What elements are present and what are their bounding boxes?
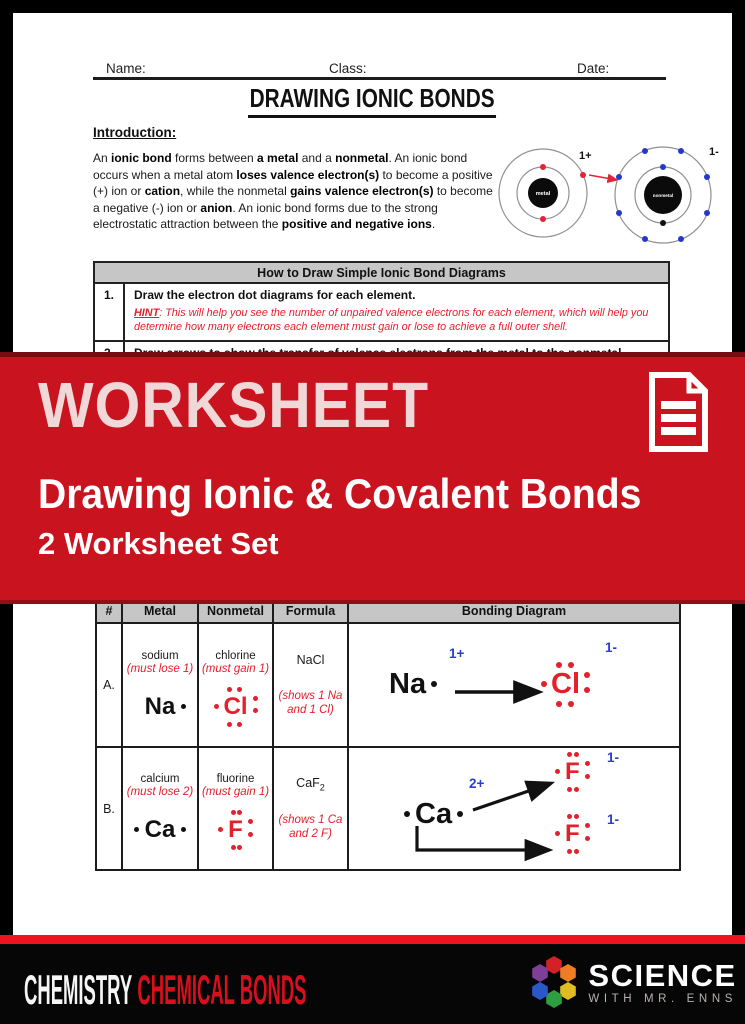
footer-category — [24, 966, 306, 1014]
col-header-metal: Metal — [122, 599, 198, 623]
lewis-structure-calcium: Ca — [415, 800, 452, 829]
electron-dot — [678, 236, 684, 242]
ion-charge-label: 1- — [607, 750, 620, 765]
nonmetal-cell — [199, 642, 272, 729]
element-note: (must gain 1) — [201, 786, 270, 798]
element-name: sodium — [141, 649, 179, 662]
banner-title: Drawing Ionic & Covalent Bonds — [38, 470, 642, 517]
electron-transfer-arrow — [589, 175, 617, 180]
worksheet-title-text: DRAWING IONIC BONDS — [248, 83, 496, 118]
hexagon-flower-logo-icon — [527, 954, 581, 1010]
electron-dot — [704, 210, 710, 216]
metal-cell — [123, 765, 197, 852]
hexagon-yellow — [561, 982, 577, 1000]
row-id: A. — [96, 623, 122, 747]
element-name: chlorine — [215, 649, 256, 662]
brand-text — [588, 957, 737, 1005]
row-id: B. — [96, 747, 122, 870]
banner-kicker: WORKSHEET — [38, 369, 429, 441]
introduction-paragraph: An ionic bond forms between a metal and a nonmetal. An ionic bond occurs when a metal atom loses valence electron(s) to become a positive (+) ion or cation, while the nonmetal gains valence electron(s) to become a negative (-) ion or anion. An ionic bond forms due to the strong electrostatic attraction between the positive and negative ions. — [93, 151, 493, 232]
lewis-structure-chloride: Cl — [551, 670, 580, 699]
electron-dot — [616, 174, 622, 180]
howto-table-title: How to Draw Simple Ionic Bond Diagrams — [95, 263, 668, 284]
electron-dot — [642, 236, 648, 242]
ionic-bond-atoms-diagram — [493, 129, 728, 259]
ion-charge-label: 2+ — [469, 776, 485, 791]
lewis-structure-calcium: Ca — [145, 818, 176, 842]
ion-charge-label: 1- — [607, 812, 620, 827]
electron-dot — [540, 164, 546, 170]
electron-dot — [616, 210, 622, 216]
formula-note: (shows 1 Na and 1 Cl) — [278, 690, 343, 717]
electron-dot — [642, 148, 648, 154]
footer-subject: CHEMISTRY — [24, 966, 133, 1013]
electron-dot — [580, 172, 586, 178]
hexagon-orange — [561, 964, 577, 982]
element-note: (must gain 1) — [201, 662, 270, 675]
metal-cell — [123, 642, 197, 729]
step-text: Draw the electron dot diagrams for each element. — [134, 288, 416, 302]
howto-step-1 — [95, 284, 668, 342]
hexagon-blue — [533, 982, 549, 1000]
class-field-label: Class: — [329, 61, 367, 76]
nonmetal-charge-label: 1- — [709, 146, 719, 158]
element-name: calcium — [140, 773, 180, 785]
electron-dot — [660, 164, 666, 170]
chemical-formula: NaCl — [296, 652, 325, 667]
introduction-heading: Introduction: — [93, 125, 177, 140]
gained-electron-dot — [660, 220, 666, 226]
col-header-nonmetal: Nonmetal — [198, 599, 273, 623]
hint-text: : This will help you see the number of unpaired valence electrons for each element, which will help you determine how many electrons each element must gain or lose to achieve a full outer shell. — [134, 307, 649, 333]
table-row-b — [96, 747, 680, 870]
metal-core-label: metal — [535, 191, 551, 197]
practice-table — [95, 598, 681, 871]
hexagon-red — [547, 956, 563, 974]
lewis-structure-sodium: Na — [145, 695, 176, 719]
chemical-formula: CaF$_2$ — [296, 776, 325, 793]
element-note: (must lose 2) — [126, 786, 194, 798]
nonmetal-core-label: nonmetal — [652, 193, 674, 198]
ion-charge-label: 1- — [605, 640, 618, 655]
name-class-date-row — [93, 55, 666, 80]
electron-dot — [704, 174, 710, 180]
formula-cell — [274, 653, 347, 718]
electron-dot — [540, 216, 546, 222]
bonding-diagram-caf2 — [349, 748, 679, 868]
lewis-structure-chlorine: Cl — [224, 695, 248, 719]
bonding-diagram-nacl — [349, 624, 679, 744]
element-note: (must lose 1) — [126, 662, 194, 675]
table-row-a — [96, 623, 680, 747]
brand-name: SCIENCE — [588, 957, 737, 993]
col-header-num: # — [96, 599, 122, 623]
metal-charge-label: 1+ — [579, 150, 592, 162]
product-banner — [0, 352, 745, 604]
hexagon-purple — [533, 964, 549, 982]
element-name: fluorine — [216, 773, 255, 785]
footer-topic: CHEMICAL BONDS — [137, 966, 307, 1013]
ion-charge-label: 1+ — [449, 646, 465, 661]
hint-label: HINT — [134, 307, 160, 319]
footer-bar — [0, 944, 745, 1024]
formula-cell — [274, 776, 347, 841]
lewis-structure-fluoride: F — [565, 760, 580, 784]
lewis-structure-fluorine: F — [228, 818, 243, 842]
hexagon-green — [547, 990, 563, 1008]
nonmetal-atom — [615, 146, 719, 243]
lewis-structure-fluoride: F — [565, 822, 580, 846]
worksheet-title — [13, 83, 732, 118]
electron-dot — [678, 148, 684, 154]
brand-tagline: WITH MR. ENNS — [588, 992, 737, 1005]
formula-note: (shows 1 Ca and 2 F) — [278, 813, 343, 840]
name-field-label: Name: — [106, 61, 146, 76]
col-header-bonding: Bonding Diagram — [348, 599, 680, 623]
footer-red-stripe — [0, 935, 745, 944]
nonmetal-cell — [199, 765, 272, 852]
brand-logo-group — [527, 954, 737, 1010]
step-number: 1. — [95, 284, 125, 340]
col-header-formula: Formula — [273, 599, 348, 623]
date-field-label: Date: — [577, 61, 610, 76]
step-hint — [134, 307, 659, 334]
banner-subtitle: 2 Worksheet Set — [38, 526, 279, 561]
worksheet-document-icon — [644, 370, 712, 454]
lewis-structure-sodium: Na — [389, 670, 426, 699]
metal-atom — [499, 149, 592, 237]
